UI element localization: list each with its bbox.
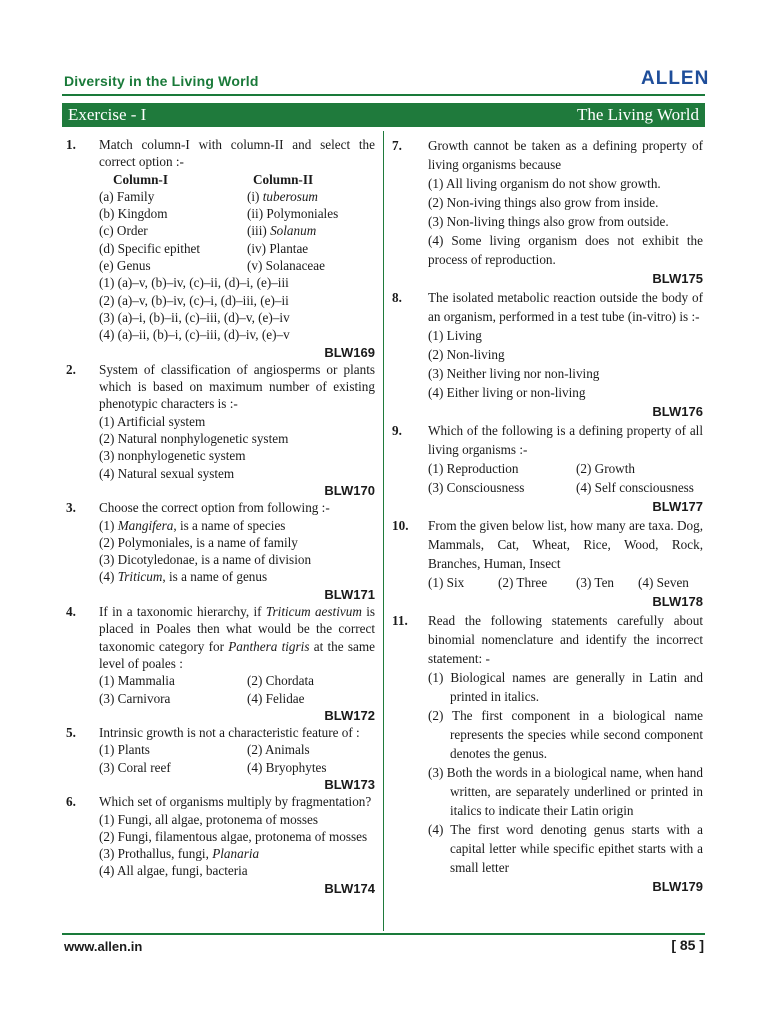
question-5 (64, 724, 375, 793)
match-right: (ii) Polymoniales (247, 206, 339, 222)
question-9 (392, 421, 703, 516)
option: (3) Ten (576, 575, 615, 590)
question-stem: Match column-I with column-II and select the correct option :- (99, 137, 375, 170)
option: (4) Felidae (247, 690, 305, 706)
question-number: 2. (66, 361, 76, 377)
left-column (64, 136, 375, 897)
match-table (99, 171, 375, 275)
question-3 (64, 499, 375, 603)
question-number: 10. (392, 518, 409, 533)
question-stem: If in a taxonomic hierarchy, if Triticum aestivum is placed in Poales then what would be the correct taxonomic category for Panthera tigris at the same level of poales : (99, 604, 376, 671)
question-number: 8. (392, 290, 402, 305)
question-code: BLW170 (324, 482, 375, 498)
option: (3) Coral reef (99, 759, 171, 775)
question-number: 5. (66, 725, 76, 741)
exercise-label: Exercise - I (68, 105, 147, 124)
question-code: BLW173 (324, 776, 375, 792)
match-left: (c) Order (99, 223, 148, 239)
question-code: BLW177 (652, 499, 703, 514)
footer-rule (62, 933, 705, 935)
question-stem: System of classification of angiosperms or plants which is based on maximum number of existing phenotypic characters is :- (99, 361, 375, 412)
header-rule (62, 94, 705, 96)
option: (4) (a)–ii, (b)–i, (c)–iii, (d)–iv, (e)–v (99, 327, 290, 343)
option: (4) The first word denoting genus starts with a capital letter while specific epithet starts with a small letter (428, 822, 703, 875)
option: (4) Some living organism does not exhibit the process of reproduction. (428, 233, 703, 267)
option: (3) Neither living nor non-living (428, 366, 600, 381)
question-10 (392, 516, 703, 611)
option: (3) Carnivora (99, 690, 171, 706)
column-i-header: Column-I (113, 171, 168, 187)
question-stem: Growth cannot be taken as a defining property of living organisms because (428, 138, 703, 172)
question-stem: Which of the following is a defining property of all living organisms :- (428, 423, 703, 457)
question-number: 9. (392, 423, 402, 438)
question-number: 11. (392, 613, 408, 628)
question-number: 4. (66, 604, 76, 620)
option: (2) The first component in a biological name represents the species while second component denotes the genus. (428, 708, 703, 761)
option: (2) Non-living (428, 347, 505, 362)
option: (1) Reproduction (428, 461, 519, 476)
column-divider (383, 131, 384, 931)
question-stem: From the given below list, how many are taxa. Dog, Mammals, Cat, Wheat, Rice, Wood, Rock, Branches, Human, Insect (428, 518, 703, 571)
question-8 (392, 288, 703, 421)
question-stem: Read the following statements carefully about binomial nomenclature and identify the incorrect statement: - (428, 613, 703, 666)
question-number: 1. (66, 137, 76, 152)
option: (3) Non-living things also grow from outside. (428, 214, 669, 229)
option: (3) Dicotyledonae, is a name of division (99, 552, 312, 568)
option: (2) Three (498, 575, 548, 590)
option: (3) Both the words in a biological name, when hand written, are separately underlined or printed in italics to indicate their Latin origin (428, 765, 703, 818)
option: (2) Natural nonphylogenetic system (99, 431, 289, 447)
option: (1) Biological names are generally in Latin and printed in italics. (428, 670, 703, 704)
match-right: (iii) Solanum (247, 223, 317, 239)
match-left: (a) Family (99, 188, 155, 204)
question-code: BLW169 (324, 344, 375, 360)
column-ii-header: Column-II (253, 171, 314, 187)
option: (2) Non-iving things also grow from inside. (428, 195, 659, 210)
match-left: (e) Genus (99, 258, 151, 274)
question-7 (392, 136, 703, 288)
option: (3) (a)–i, (b)–ii, (c)–iii, (d)–v, (e)–iv (99, 309, 290, 325)
match-right: (iv) Plantae (247, 240, 309, 256)
option: (4) Bryophytes (247, 759, 327, 775)
match-left: (b) Kingdom (99, 206, 168, 222)
question-stem: Which set of organisms multiply by fragmentation? (99, 794, 372, 810)
match-left: (d) Specific epithet (99, 240, 201, 256)
right-column (392, 136, 703, 896)
option: (4) All algae, fungi, bacteria (99, 863, 248, 879)
option: (4) Natural sexual system (99, 465, 235, 481)
option: (1) Mangifera, is a name of species (99, 517, 286, 533)
chapter-title: Diversity in the Living World (64, 73, 259, 89)
option: (2) Animals (247, 742, 310, 758)
option: (1) (a)–v, (b)–iv, (c)–ii, (d)–i, (e)–iii (99, 275, 289, 291)
option: (1) Six (428, 575, 465, 590)
option: (1) Living (428, 328, 482, 343)
option: (2) Chordata (247, 673, 315, 689)
option: (4) Either living or non-living (428, 385, 586, 400)
option: (2) Polymoniales, is a name of family (99, 534, 298, 550)
question-code: BLW176 (652, 404, 703, 419)
question-stem: Intrinsic growth is not a characteristic feature of : (99, 725, 360, 741)
option: (1) All living organism do not show growth. (428, 176, 661, 191)
page-number: [ 85 ] (671, 937, 704, 953)
website-link[interactable]: www.allen.in (64, 939, 143, 954)
option: (4) Triticum, is a name of genus (99, 569, 268, 585)
question-stem: The isolated metabolic reaction outside the body of an organism, performed in a test tube (in-vitro) is :- (428, 290, 703, 324)
option: (1) Fungi, all algae, protonema of mosses (99, 811, 319, 827)
match-right: (i) tuberosum (247, 188, 318, 204)
question-1 (64, 136, 375, 361)
question-code: BLW174 (324, 880, 375, 896)
option: (2) Growth (576, 461, 635, 476)
question-4 (64, 603, 375, 724)
option: (2) Fungi, filamentous algae, protonema of mosses (99, 828, 368, 844)
allen-logo: ALLEN (641, 68, 710, 89)
question-number: 7. (392, 138, 402, 153)
match-right: (v) Solanaceae (247, 258, 325, 274)
option: (3) Consciousness (428, 480, 525, 495)
option: (1) Mammalia (99, 673, 175, 689)
question-code: BLW172 (324, 707, 375, 723)
question-stem: Choose the correct option from following :- (99, 500, 330, 516)
question-code: BLW171 (324, 586, 375, 602)
option: (4) Self consciousness (576, 480, 694, 495)
question-code: BLW178 (652, 594, 703, 609)
question-code: BLW175 (652, 271, 703, 286)
question-code: BLW179 (652, 879, 703, 894)
option: (1) Artificial system (99, 413, 206, 429)
option: (3) Prothallus, fungi, Planaria (99, 846, 260, 862)
exercise-banner (62, 103, 705, 127)
question-2 (64, 361, 375, 499)
option: (2) (a)–v, (b)–iv, (c)–i, (d)–iii, (e)–ii (99, 292, 289, 308)
question-11 (392, 611, 703, 896)
option: (4) Seven (638, 575, 689, 590)
option: (3) nonphylogenetic system (99, 448, 246, 464)
question-number: 6. (66, 794, 76, 810)
question-6 (64, 793, 375, 897)
topic-label: The Living World (576, 105, 699, 124)
question-number: 3. (66, 500, 76, 516)
option: (1) Plants (99, 742, 150, 758)
